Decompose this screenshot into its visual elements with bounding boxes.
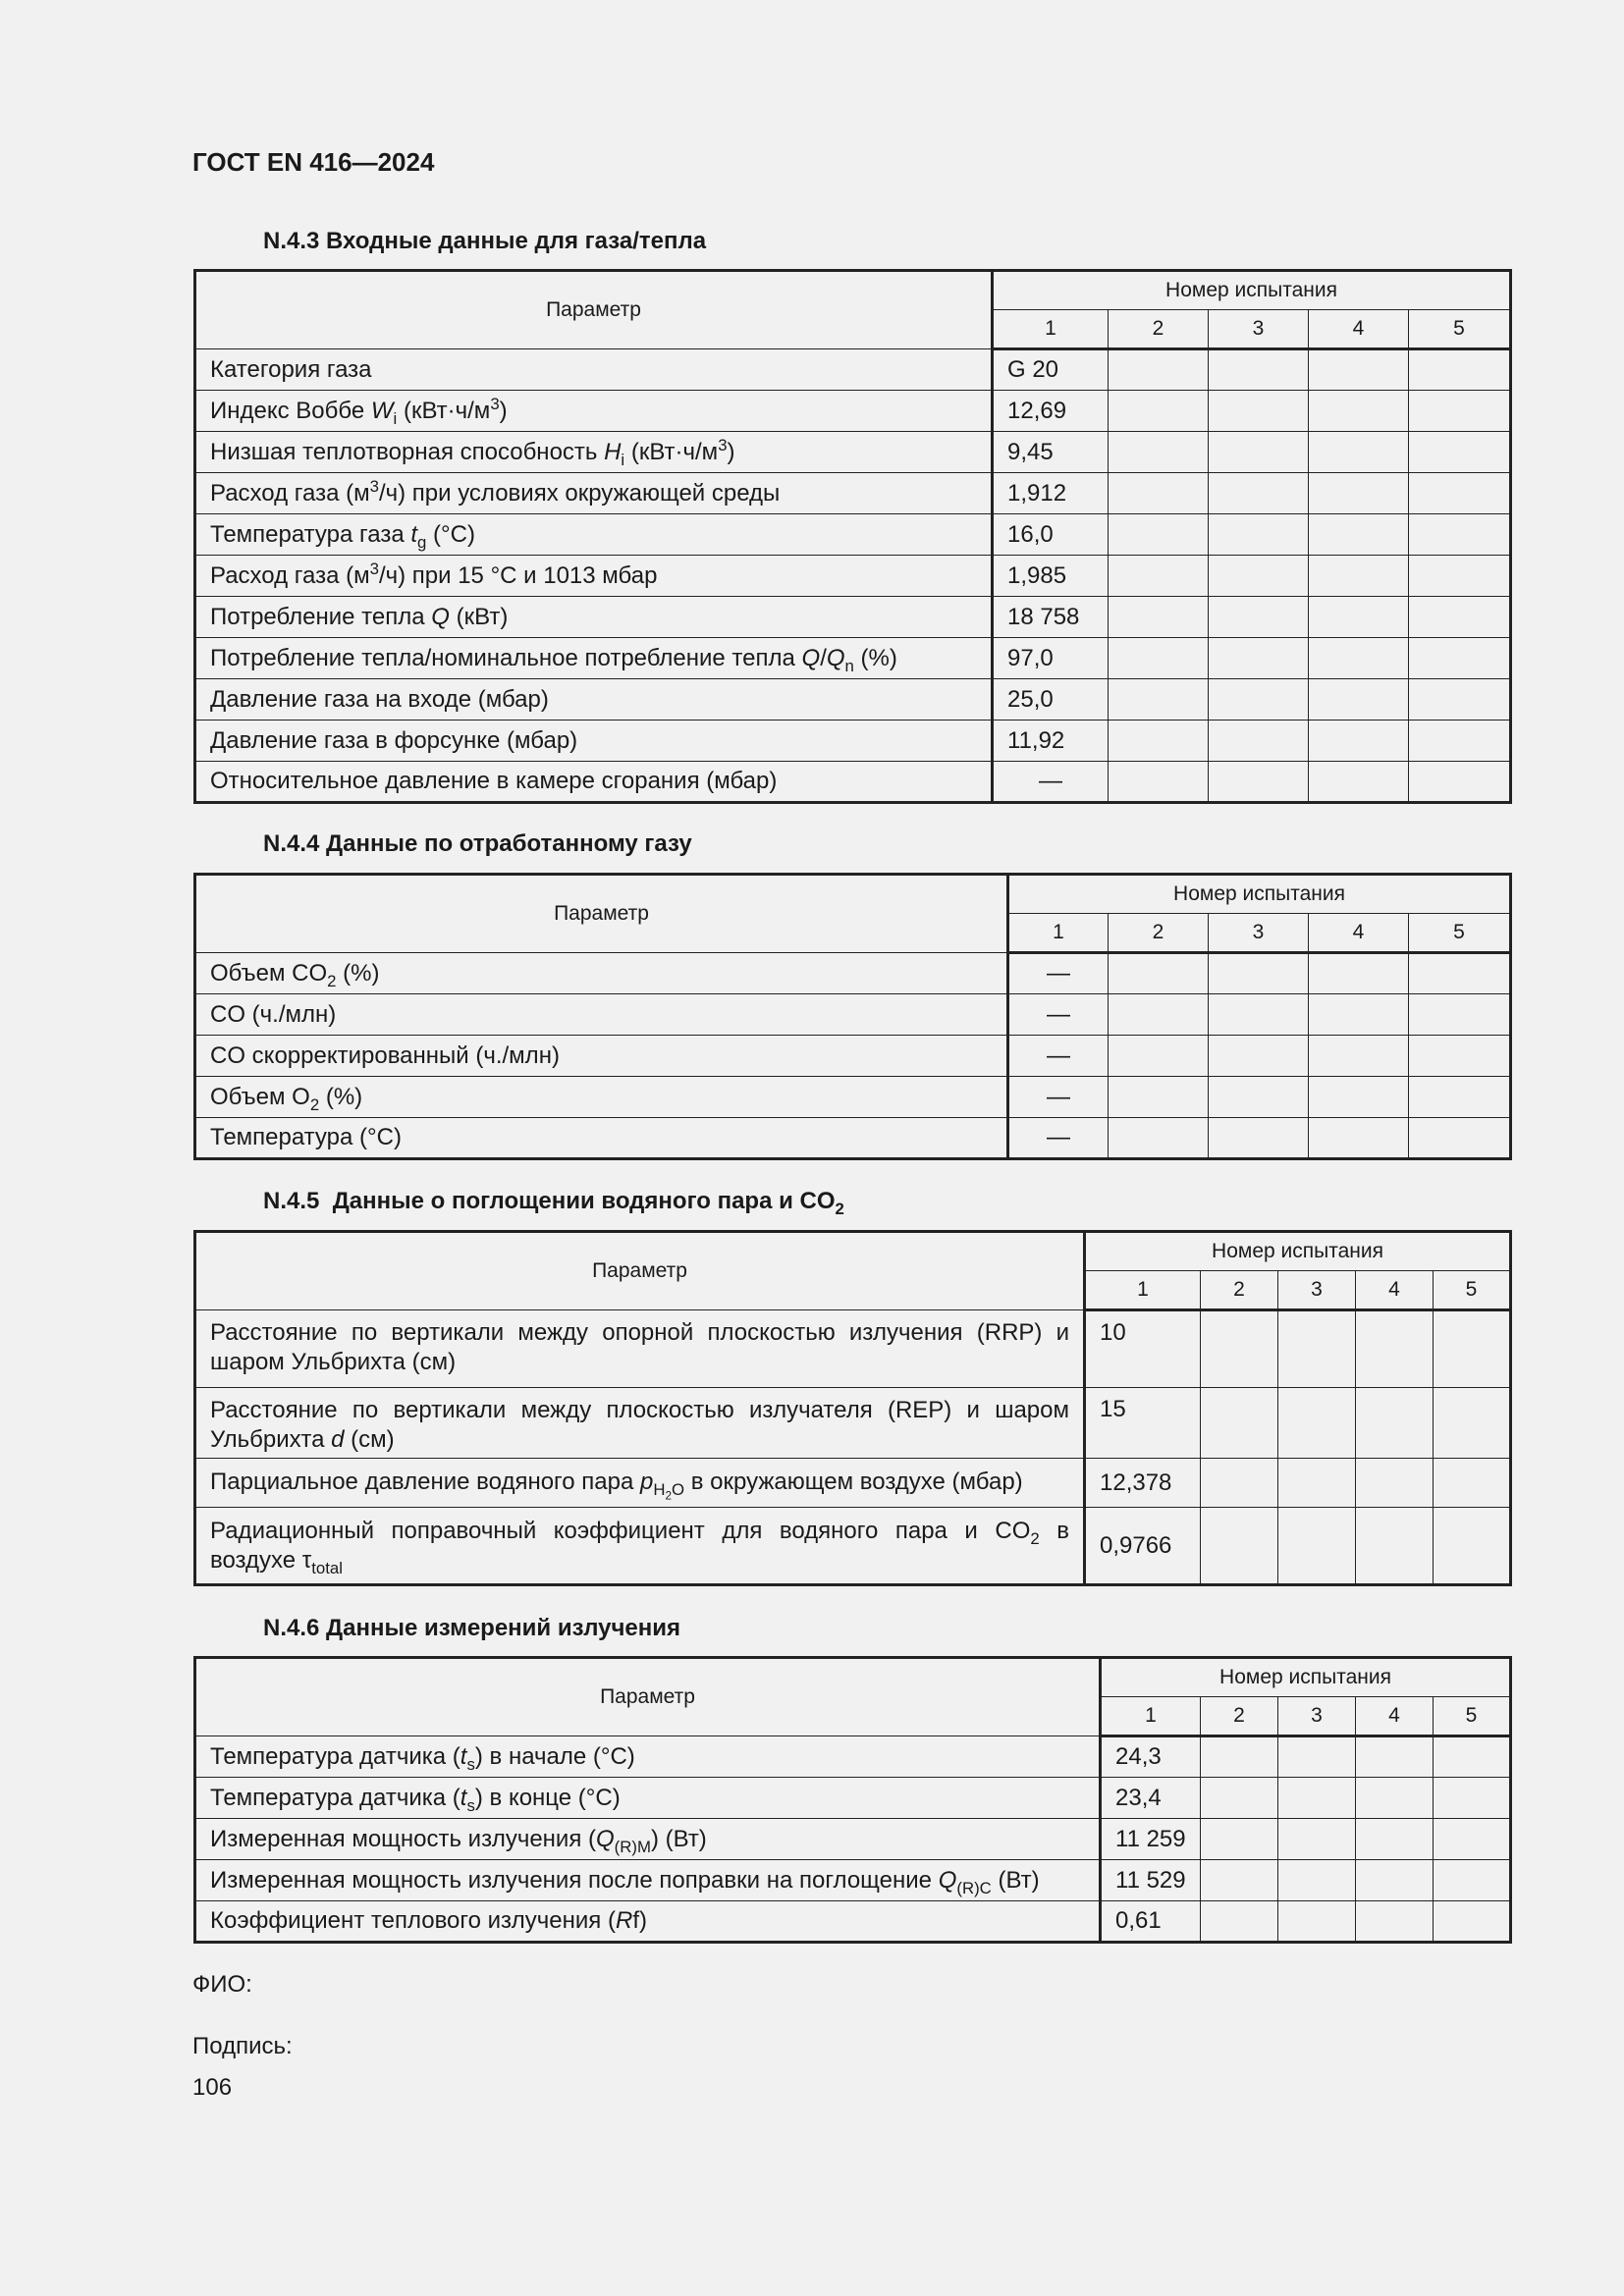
value-cell: 15: [1085, 1388, 1201, 1459]
empty-cell: [1209, 1118, 1309, 1159]
empty-cell: [1278, 1778, 1356, 1819]
param-cell: Потребление тепла/номинальное потребление тепла $Q/Q_n$ (%): [195, 638, 993, 679]
empty-cell: [1409, 473, 1511, 514]
signature-label: Подпись:: [192, 2033, 293, 2059]
empty-cell: [1309, 556, 1409, 597]
param-cell: Расход газа $(м^3/ч)$ при 15 °C и 1013 мбар: [195, 556, 993, 597]
empty-cell: [1201, 1310, 1278, 1388]
value-cell: 16,0: [993, 514, 1109, 556]
empty-cell: [1409, 994, 1511, 1036]
value-cell: 12,69: [993, 391, 1109, 432]
empty-cell: [1356, 1388, 1434, 1459]
param-cell: Измеренная мощность излучения после поправки на поглощение $Q_{(R)C}$ (Вт): [195, 1860, 1101, 1901]
value-cell: 0,9766: [1085, 1508, 1201, 1585]
empty-cell: [1201, 1819, 1278, 1860]
empty-cell: [1309, 994, 1409, 1036]
test-number-4: 4: [1309, 310, 1409, 349]
empty-cell: [1356, 1508, 1434, 1585]
empty-cell: [1201, 1901, 1278, 1943]
empty-cell: [1209, 762, 1309, 803]
test-number-1: 1: [1008, 914, 1109, 953]
table-row: [195, 994, 1511, 1036]
table-row: [195, 514, 1511, 556]
table-row: [195, 1778, 1511, 1819]
test-number-1: 1: [1085, 1271, 1201, 1310]
table-row: [195, 953, 1511, 994]
empty-cell: [1201, 1459, 1278, 1508]
param-cell: Температура (°C): [195, 1118, 1008, 1159]
empty-cell: [1309, 432, 1409, 473]
empty-cell: [1109, 721, 1209, 762]
table-row: [195, 391, 1511, 432]
test-number-2: 2: [1109, 310, 1209, 349]
table-row: [195, 1118, 1511, 1159]
table-row: [195, 1819, 1511, 1860]
empty-cell: [1209, 349, 1309, 391]
empty-cell: [1209, 953, 1309, 994]
empty-cell: [1309, 1036, 1409, 1077]
empty-cell: [1201, 1736, 1278, 1778]
empty-cell: [1309, 597, 1409, 638]
empty-cell: [1278, 1459, 1356, 1508]
value-cell: 10: [1085, 1310, 1201, 1388]
empty-cell: [1278, 1819, 1356, 1860]
test-number-3: 3: [1209, 914, 1309, 953]
table-row: [195, 1459, 1511, 1508]
test-number-3: 3: [1209, 310, 1309, 349]
param-cell: Потребление тепла Q (кВт): [195, 597, 993, 638]
empty-cell: [1109, 762, 1209, 803]
test-number-4: 4: [1356, 1697, 1434, 1736]
empty-cell: [1209, 994, 1309, 1036]
empty-cell: [1209, 1036, 1309, 1077]
table-row: [195, 762, 1511, 803]
empty-cell: [1278, 1901, 1356, 1943]
param-cell: Объем $O_2$ (%): [195, 1077, 1008, 1118]
param-cell: Температура датчика $(t_s)$ в конце (°C): [195, 1778, 1101, 1819]
empty-cell: [1109, 994, 1209, 1036]
test-number-4: 4: [1356, 1271, 1434, 1310]
empty-cell: [1409, 1118, 1511, 1159]
test-number-5: 5: [1434, 1697, 1511, 1736]
param-cell: Давление газа на входе (мбар): [195, 679, 993, 721]
empty-cell: [1434, 1736, 1511, 1778]
empty-cell: [1209, 638, 1309, 679]
empty-cell: [1109, 432, 1209, 473]
empty-cell: [1409, 762, 1511, 803]
empty-cell: [1356, 1459, 1434, 1508]
empty-cell: [1201, 1860, 1278, 1901]
table-row: [195, 1736, 1511, 1778]
value-cell: —: [1008, 1118, 1109, 1159]
empty-cell: [1434, 1459, 1511, 1508]
empty-cell: [1409, 1036, 1511, 1077]
value-cell: 9,45: [993, 432, 1109, 473]
empty-cell: [1356, 1310, 1434, 1388]
table-row: [195, 432, 1511, 473]
empty-cell: [1309, 391, 1409, 432]
empty-cell: [1309, 349, 1409, 391]
param-cell: CO скорректированный (ч./млн): [195, 1036, 1008, 1077]
param-column-header: Параметр: [195, 875, 1008, 953]
param-cell: Расстояние по вертикали между опорной плоскостью излучения (RRP) и шаром Ульбрихта (см): [195, 1310, 1085, 1388]
empty-cell: [1409, 597, 1511, 638]
empty-cell: [1278, 1388, 1356, 1459]
table-row: [195, 1860, 1511, 1901]
empty-cell: [1209, 597, 1309, 638]
empty-cell: [1309, 721, 1409, 762]
empty-cell: [1209, 473, 1309, 514]
empty-cell: [1209, 514, 1309, 556]
empty-cell: [1109, 391, 1209, 432]
value-cell: 23,4: [1101, 1778, 1201, 1819]
value-cell: 11 259: [1101, 1819, 1201, 1860]
empty-cell: [1356, 1901, 1434, 1943]
empty-cell: [1309, 1118, 1409, 1159]
test-number-3: 3: [1278, 1271, 1356, 1310]
table-row: [195, 349, 1511, 391]
empty-cell: [1309, 953, 1409, 994]
table-row: [195, 1036, 1511, 1077]
test-number-5: 5: [1409, 310, 1511, 349]
param-cell: Парциальное давление водяного пара $p_{H_2O}$ в окружающем воздухе (мбар): [195, 1459, 1085, 1508]
table-row: [195, 1508, 1511, 1585]
empty-cell: [1309, 762, 1409, 803]
table-row: [195, 1388, 1511, 1459]
gas-heat-input-table: [193, 269, 1512, 804]
value-cell: 11 529: [1101, 1860, 1201, 1901]
value-cell: 18 758: [993, 597, 1109, 638]
empty-cell: [1109, 1118, 1209, 1159]
value-cell: —: [1008, 953, 1109, 994]
section-title-absorption: N.4.5 Данные о поглощении водяного пара и $CO_2$: [263, 1188, 844, 1218]
test-number-2: 2: [1109, 914, 1209, 953]
value-cell: 1,985: [993, 556, 1109, 597]
param-column-header: Параметр: [195, 1232, 1085, 1310]
empty-cell: [1409, 1077, 1511, 1118]
test-number-header: Номер испытания: [1101, 1658, 1511, 1697]
empty-cell: [1309, 638, 1409, 679]
empty-cell: [1201, 1388, 1278, 1459]
empty-cell: [1356, 1819, 1434, 1860]
empty-cell: [1409, 391, 1511, 432]
empty-cell: [1109, 679, 1209, 721]
empty-cell: [1356, 1778, 1434, 1819]
param-cell: Коэффициент теплового излучения (Rf): [195, 1901, 1101, 1943]
table-row: [195, 1310, 1511, 1388]
empty-cell: [1109, 1077, 1209, 1118]
empty-cell: [1409, 514, 1511, 556]
test-number-4: 4: [1309, 914, 1409, 953]
table-row: [195, 1901, 1511, 1943]
test-number-1: 1: [1101, 1697, 1201, 1736]
value-cell: 1,912: [993, 473, 1109, 514]
value-cell: 11,92: [993, 721, 1109, 762]
empty-cell: [1209, 1077, 1309, 1118]
empty-cell: [1209, 391, 1309, 432]
absorption-table: [193, 1230, 1512, 1586]
empty-cell: [1201, 1778, 1278, 1819]
document-header: ГОСТ EN 416—2024: [192, 147, 435, 177]
empty-cell: [1309, 1077, 1409, 1118]
value-cell: 25,0: [993, 679, 1109, 721]
empty-cell: [1278, 1860, 1356, 1901]
param-cell: Расход газа $(м^3/ч)$ при условиях окружающей среды: [195, 473, 993, 514]
empty-cell: [1201, 1508, 1278, 1585]
param-cell: Относительное давление в камере сгорания (мбар): [195, 762, 993, 803]
param-cell: Радиационный поправочный коэффициент для водяного пара и $CO_2$ в воздухе $\tau_{total}$: [195, 1508, 1085, 1585]
param-cell: Температура датчика $(t_s)$ в начале (°C): [195, 1736, 1101, 1778]
value-cell: —: [1008, 994, 1109, 1036]
empty-cell: [1109, 597, 1209, 638]
empty-cell: [1278, 1310, 1356, 1388]
param-column-header: Параметр: [195, 1658, 1101, 1736]
empty-cell: [1434, 1508, 1511, 1585]
value-cell: —: [1008, 1077, 1109, 1118]
param-cell: Расстояние по вертикали между плоскостью излучателя (REP) и шаром Ульбрихта d (см): [195, 1388, 1085, 1459]
test-number-1: 1: [993, 310, 1109, 349]
param-cell: Давление газа в форсунке (мбар): [195, 721, 993, 762]
empty-cell: [1434, 1778, 1511, 1819]
table-row: [195, 1077, 1511, 1118]
section-title-gas-heat-input: N.4.3 Входные данные для газа/тепла: [263, 228, 707, 254]
table-row: [195, 721, 1511, 762]
empty-cell: [1434, 1388, 1511, 1459]
fio-label: ФИО:: [192, 1971, 252, 1998]
empty-cell: [1109, 638, 1209, 679]
test-number-5: 5: [1434, 1271, 1511, 1310]
test-number-3: 3: [1278, 1697, 1356, 1736]
empty-cell: [1409, 679, 1511, 721]
empty-cell: [1434, 1901, 1511, 1943]
empty-cell: [1109, 473, 1209, 514]
empty-cell: [1409, 721, 1511, 762]
value-cell: 12,378: [1085, 1459, 1201, 1508]
empty-cell: [1409, 349, 1511, 391]
empty-cell: [1409, 953, 1511, 994]
empty-cell: [1434, 1819, 1511, 1860]
radiation-table: [193, 1656, 1512, 1944]
empty-cell: [1356, 1860, 1434, 1901]
param-column-header: Параметр: [195, 271, 993, 349]
param-cell: Низшая теплотворная способность $H_i$ $(кВт\cdot ч/м^3)$: [195, 432, 993, 473]
empty-cell: [1356, 1736, 1434, 1778]
param-cell: Измеренная мощность излучения $(Q_{(R)M})$ (Вт): [195, 1819, 1101, 1860]
empty-cell: [1209, 432, 1309, 473]
empty-cell: [1109, 953, 1209, 994]
table-row: [195, 556, 1511, 597]
value-cell: 97,0: [993, 638, 1109, 679]
empty-cell: [1209, 721, 1309, 762]
test-number-5: 5: [1409, 914, 1511, 953]
empty-cell: [1409, 432, 1511, 473]
value-cell: —: [1008, 1036, 1109, 1077]
empty-cell: [1309, 473, 1409, 514]
test-number-2: 2: [1201, 1697, 1278, 1736]
param-cell: CO (ч./млн): [195, 994, 1008, 1036]
param-cell: Категория газа: [195, 349, 993, 391]
section-title-exhaust-gas: N.4.4 Данные по отработанному газу: [263, 830, 692, 857]
empty-cell: [1309, 679, 1409, 721]
empty-cell: [1309, 514, 1409, 556]
empty-cell: [1109, 349, 1209, 391]
section-title-radiation: N.4.6 Данные измерений излучения: [263, 1615, 681, 1641]
table-row: [195, 473, 1511, 514]
empty-cell: [1409, 638, 1511, 679]
empty-cell: [1109, 556, 1209, 597]
test-number-header: Номер испытания: [993, 271, 1511, 310]
table-row: [195, 597, 1511, 638]
empty-cell: [1209, 679, 1309, 721]
test-number-2: 2: [1201, 1271, 1278, 1310]
param-cell: Температура газа $t_g$ (°C): [195, 514, 993, 556]
page-number: 106: [192, 2074, 233, 2101]
value-cell: G 20: [993, 349, 1109, 391]
empty-cell: [1109, 514, 1209, 556]
empty-cell: [1434, 1860, 1511, 1901]
exhaust-gas-table: [193, 873, 1512, 1160]
empty-cell: [1278, 1736, 1356, 1778]
empty-cell: [1109, 1036, 1209, 1077]
param-cell: Индекс Воббе $W_i$ $(кВт\cdot ч/м^3)$: [195, 391, 993, 432]
test-number-header: Номер испытания: [1085, 1232, 1511, 1271]
value-cell: —: [993, 762, 1109, 803]
value-cell: 0,61: [1101, 1901, 1201, 1943]
value-cell: 24,3: [1101, 1736, 1201, 1778]
table-row: [195, 638, 1511, 679]
param-cell: Объем $CO_2$ (%): [195, 953, 1008, 994]
table-row: [195, 679, 1511, 721]
empty-cell: [1409, 556, 1511, 597]
empty-cell: [1434, 1310, 1511, 1388]
test-number-header: Номер испытания: [1008, 875, 1511, 914]
empty-cell: [1209, 556, 1309, 597]
empty-cell: [1278, 1508, 1356, 1585]
